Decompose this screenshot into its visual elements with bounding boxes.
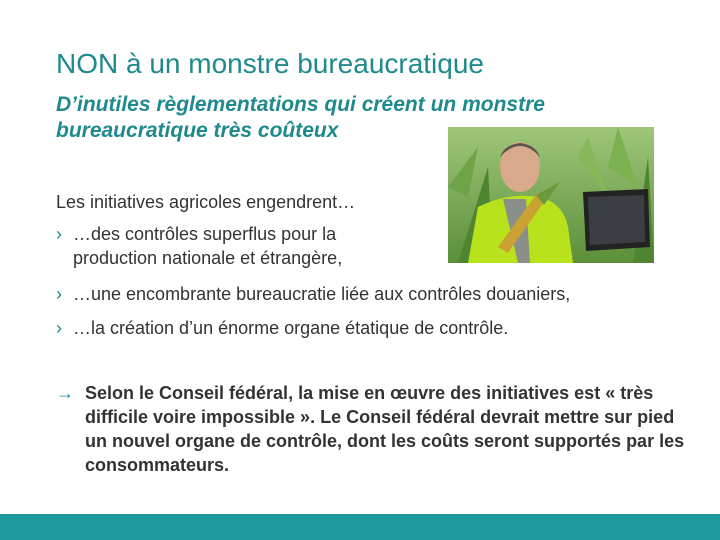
bullet-item — [56, 222, 416, 270]
chevron-right-icon: › — [56, 318, 62, 338]
conclusion-text: Selon le Conseil fédéral, la mise en œuvre des initiatives est « très difficile voire impossible ». Le Conseil fédéral devrait mettre sur pied un nouvel organe de contrôle, dont les coûts seront supportés par les consommateurs. — [85, 383, 685, 475]
farmer-photo — [448, 127, 654, 263]
bullet-item — [56, 282, 696, 306]
bullet-item — [56, 316, 696, 340]
bullet-text: …la création d’un énorme organe étatique de contrôle. — [73, 318, 509, 338]
bullet-text: …une encombrante bureaucratie liée aux contrôles douaniers, — [73, 284, 571, 304]
chevron-right-icon: › — [56, 284, 62, 304]
bullet-text: …des contrôles superflus pour la production nationale et étrangère, — [73, 224, 343, 268]
footer-bar — [0, 514, 720, 540]
intro-text: Les initiatives agricoles engendrent… — [56, 192, 356, 212]
slide-title: NON à un monstre bureaucratique — [56, 48, 484, 79]
chevron-right-icon: › — [56, 224, 62, 244]
slide-subtitle: D’inutiles règlementations qui créent un monstre bureaucratique très coûteux — [56, 93, 545, 142]
arrow-right-icon: → — [56, 383, 74, 403]
conclusion-block — [56, 381, 696, 477]
